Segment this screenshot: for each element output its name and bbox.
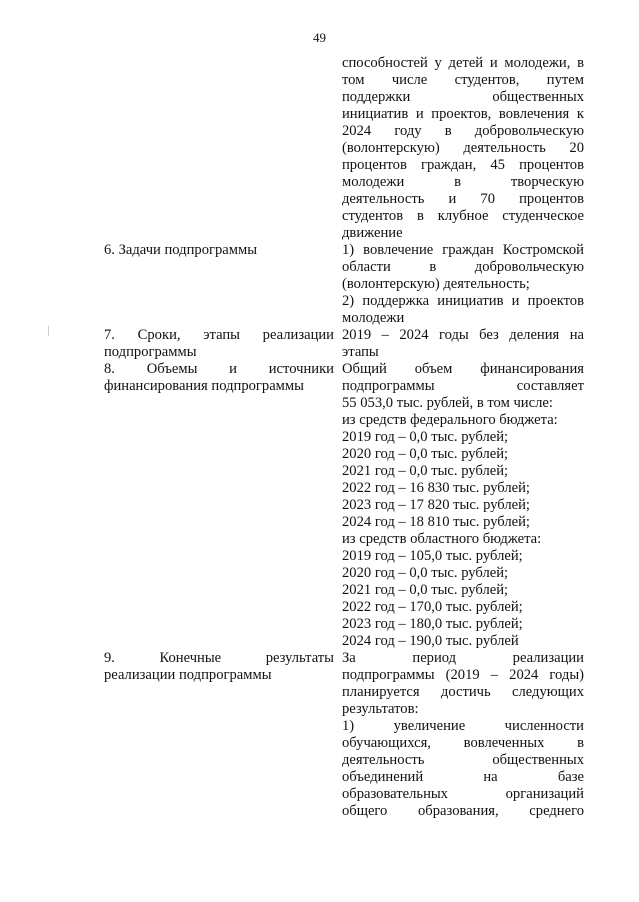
row-content-line: образовательных организаций [342,786,584,802]
table-row [104,55,584,242]
row-content-line: движение [342,225,403,241]
row-label-line: 9. Конечные результаты [104,650,334,666]
row-content-line: 2021 год – 0,0 тыс. рублей; [342,463,509,479]
row-content-line: 2021 год – 0,0 тыс. рублей; [342,582,509,598]
row-content-line: из средств областного бюджета: [342,531,542,547]
row-content-line: 2022 год – 16 830 тыс. рублей; [342,480,530,496]
row-content-line: подпрограммы составляет [342,378,584,394]
row-content-line: 2020 год – 0,0 тыс. рублей; [342,446,509,462]
row-content-line: области в добровольческую [342,259,584,275]
row-label-line: 8. Объемы и источники [104,361,334,377]
row-content-line: способностей у детей и молодежи, в [342,55,584,71]
row-content-line: общего образования, среднего [342,803,584,819]
row-content-line: 2019 – 2024 годы без деления на [342,327,584,343]
row-content-line: результатов: [342,701,419,717]
row-content-line: 2024 год – 190,0 тыс. рублей [342,633,519,649]
row-content [342,327,584,361]
row-content-line: 2022 год – 170,0 тыс. рублей; [342,599,523,615]
row-content-line: молодежи в творческую [342,174,584,190]
row-content-line: 2019 год – 105,0 тыс. рублей; [342,548,523,564]
row-label [104,242,334,327]
row-content-line: инициатив и проектов, вовлечения к [342,106,584,122]
table-row [104,242,584,327]
row-content-line: молодежи [342,310,405,326]
table-row [104,650,584,820]
row-label-line: финансирования подпрограммы [104,378,304,394]
row-content [342,361,584,650]
row-content-line: 1) увеличение численности [342,718,584,734]
row-content [342,55,584,242]
row-content-line: студентов в клубное студенческое [342,208,584,224]
row-content-line: 2023 год – 180,0 тыс. рублей; [342,616,523,632]
margin-mark [48,326,49,336]
row-content-line: (волонтерскую) деятельность 20 [342,140,584,156]
row-content-line: 2023 год – 17 820 тыс. рублей; [342,497,530,513]
row-label-line: реализации подпрограммы [104,667,272,683]
row-content-line: 55 053,0 тыс. рублей, в том числе: [342,395,553,411]
row-content-line: подпрограммы (2019 – 2024 годы) [342,667,584,683]
row-content-line: Общий объем финансирования [342,361,584,377]
row-content-line: 2024 год – 18 810 тыс. рублей; [342,514,530,530]
row-content-line: поддержки общественных [342,89,584,105]
row-label-line: 7. Сроки, этапы реализации [104,327,334,343]
row-content-line: 2020 год – 0,0 тыс. рублей; [342,565,509,581]
row-content-line: из средств федерального бюджета: [342,412,558,428]
subprogram-passport-table [104,55,584,820]
row-content-line: планируется достичь следующих [342,684,584,700]
row-content-line: За период реализации [342,650,584,666]
row-label [104,361,334,650]
row-content-line: 2024 году в добровольческую [342,123,584,139]
row-content-line: этапы [342,344,379,360]
row-content-line: 2019 год – 0,0 тыс. рублей; [342,429,509,445]
row-label-line: 6. Задачи подпрограммы [104,242,258,258]
table-row [104,327,584,361]
row-label [104,650,334,820]
row-content [342,650,584,820]
row-label [104,55,334,242]
row-label [104,327,334,361]
row-content-line: объединений на базе [342,769,584,785]
page-number: 49 [313,30,326,45]
row-content-line: деятельность и 70 процентов [342,191,584,207]
row-content-line: (волонтерскую) деятельность; [342,276,530,292]
row-content-line: том числе студентов, путем [342,72,584,88]
row-content-line: 2) поддержка инициатив и проектов [342,293,584,309]
row-content-line: 1) вовлечение граждан Костромской [342,242,584,258]
row-content-line: обучающихся, вовлеченных в [342,735,584,751]
row-content-line: процентов граждан, 45 процентов [342,157,584,173]
table-row [104,361,584,650]
row-label-line: подпрограммы [104,344,197,360]
row-content-line: деятельность общественных [342,752,584,768]
row-content [342,242,584,327]
